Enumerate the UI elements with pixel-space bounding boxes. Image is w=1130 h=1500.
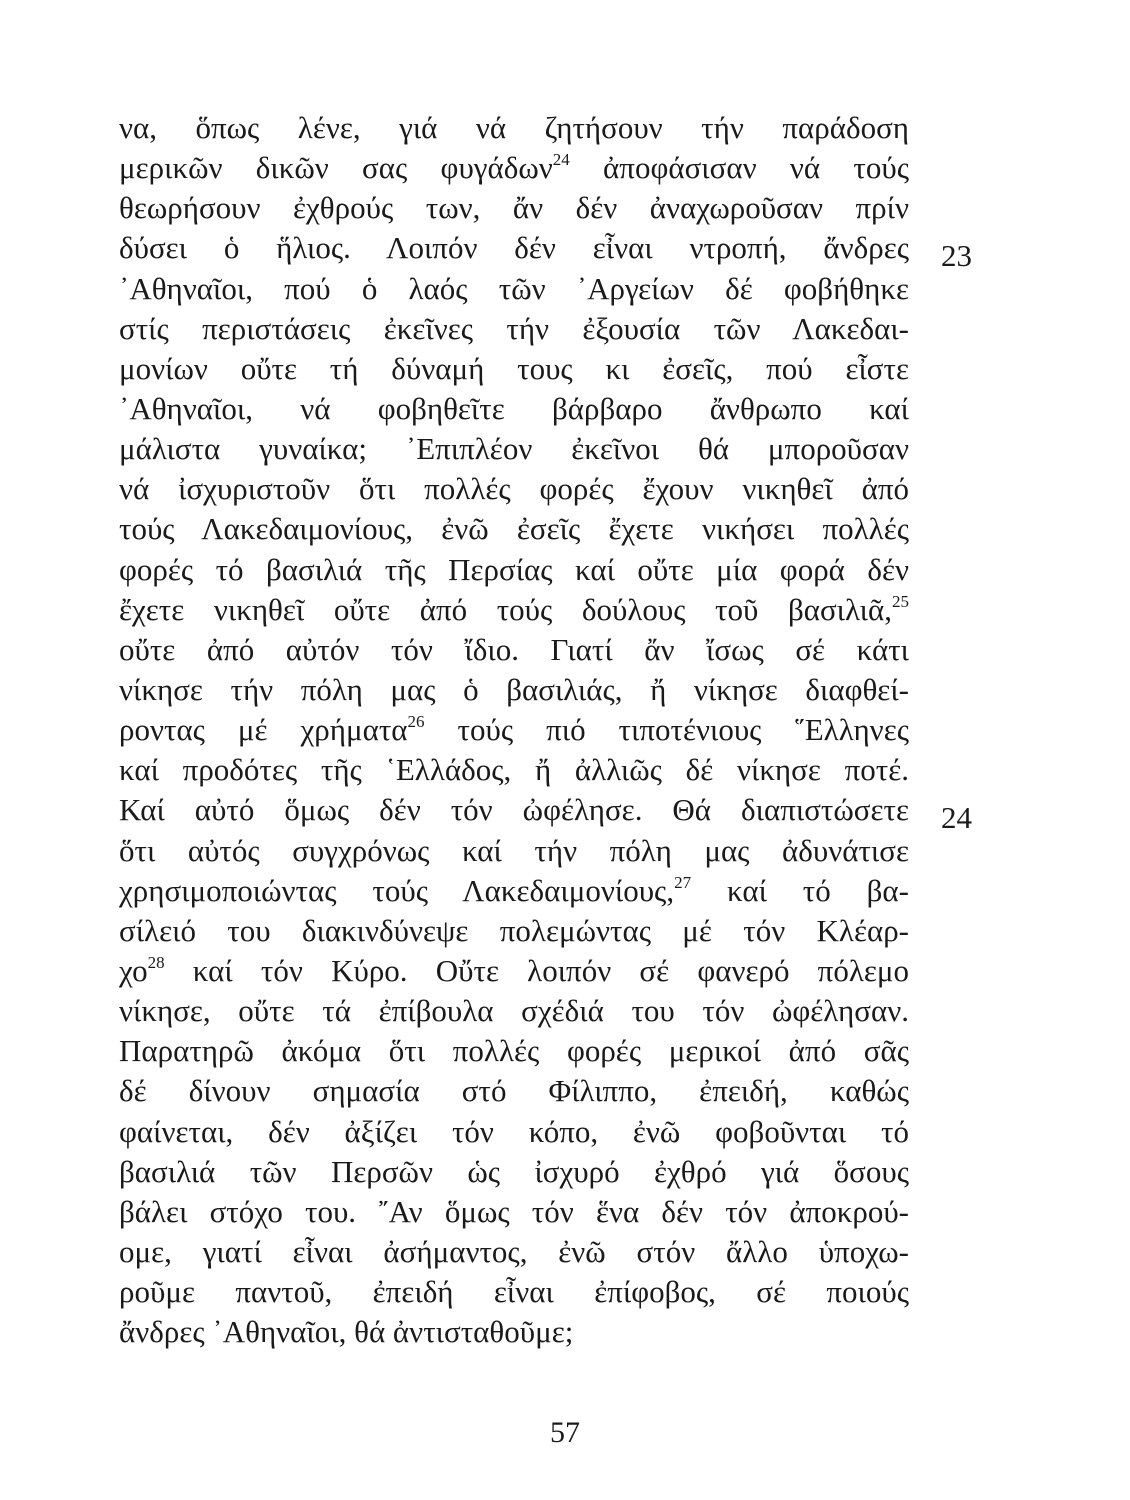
section-number: 23 (941, 238, 972, 273)
text-line: ροῦμε παντοῦ, ἐπειδή εἶναι ἐπίφοβος, σέ ποιούς (119, 1274, 909, 1310)
text-line: νίκησε τήν πόλη μας ὁ βασιλιάς, ἤ νίκησε διαφθεί- (119, 671, 909, 707)
text-line: βασιλιά τῶν Περσῶν ὡς ἰσχυρό ἐχθρό γιά ὅσους (119, 1153, 909, 1189)
text-line: ᾿Αθηναῖοι, πού ὁ λαός τῶν ᾿Αργείων δέ φοβήθηκε (119, 270, 909, 306)
footnote-marker: 25 (892, 591, 909, 611)
footnote-marker: 26 (407, 712, 425, 732)
text-line: φορές τό βασιλιά τῆς Περσίας καί οὔτε μία φορά δέν (119, 551, 909, 587)
text-line: Καί αὐτό ὅμως δέν τόν ὠφέλησε. Θά διαπιστώσετε (119, 792, 909, 828)
text-line: Παρατηρῶ ἀκόμα ὅτι πολλές φορές μερικοί ἀπό σᾶς (119, 1033, 909, 1069)
text-line: μάλιστα γυναίκα; ᾿Επιπλέον ἐκεῖνοι θά μποροῦσαν (119, 431, 909, 467)
page-number: 57 (550, 1416, 580, 1449)
text-line: οὔτε ἀπό αὐτόν τόν ἴδιο. Γιατί ἄν ἴσως σέ κάτι (119, 631, 909, 667)
text-line: θεωρήσουν ἐχθρούς των, ἄν δέν ἀναχωροῦσαν πρίν (119, 190, 909, 226)
text-line: βάλει στόχο του. ῎Αν ὅμως τόν ἕνα δέν τόν ἀποκρού- (119, 1193, 909, 1229)
text-line: μονίων οὔτε τή δύναμή τους κι ἐσεῖς, πού εἶστε (119, 350, 909, 386)
text-line: ἄνδρες ᾿Αθηναῖοι, θά ἀντισταθοῦμε; (119, 1314, 574, 1350)
text-line: ροντας μέ χρήματα$^{26}$ τούς πιό τιποτένιους ῞Ελληνες (119, 712, 909, 748)
text-line: να, ὅπως λένε, γιά νά ζητήσουν τήν παράδοση (119, 110, 909, 145)
text-line: στίς περιστάσεις ἐκεῖνες τήν ἐξουσία τῶν Λακεδαι- (119, 310, 909, 346)
text-line: ἔχετε νικηθεῖ οὔτε ἀπό τούς δούλους τοῦ βασιλιᾶ,$^{25}$ (119, 591, 909, 627)
text-line: δέ δίνουν σημασία στό Φίλιππο, ἐπειδή, καθώς (119, 1073, 909, 1109)
text-line: τούς Λακεδαιμονίους, ἐνῶ ἐσεῖς ἔχετε νικήσει πολλές (119, 511, 909, 547)
section-number: 24 (941, 800, 972, 835)
text-line: χρησιμοποιώντας τούς Λακεδαιμονίους,$^{27}$ καί τό βα- (119, 872, 909, 908)
body-text (119, 108, 909, 1352)
text-line: $\chi o^{28}$ καί τόν Κύρο. Οὔτε λοιπόν σέ φανερό πόλεμο (119, 952, 909, 988)
text-line: νά ἰσχυριστοῦν ὅτι πολλές φορές ἔχουν νικηθεῖ ἀπό (119, 471, 909, 507)
text-line: φαίνεται, δέν ἀξίζει τόν κόπο, ἐνῶ φοβοῦνται τό (119, 1113, 909, 1149)
text-line: μερικῶν δικῶν σας φυγάδων$^{24}$ ἀποφάσισαν νά τούς (119, 150, 909, 186)
text-line: ομε, γιατί εἶναι ἀσήμαντος, ἐνῶ στόν ἄλλο ὑποχω- (119, 1233, 909, 1269)
text-line: σίλειό του διακινδύνεψε πολεμώντας μέ τόν Κλέαρ- (119, 912, 909, 948)
text-line: δύσει ὁ ἥλιος. Λοιπόν δέν εἶναι ντροπή, ἄνδρες (119, 230, 909, 266)
text-line: καί προδότες τῆς ῾Ελλάδος, ἤ ἀλλιῶς δέ νίκησε ποτέ. (119, 752, 909, 788)
text-line: ὅτι αὐτός συγχρόνως καί τήν πόλη μας ἀδυνάτισε (119, 832, 909, 868)
footnote-marker: 24 (552, 150, 570, 170)
footnote-marker: 28 (147, 952, 165, 972)
text-line: ᾿Αθηναῖοι, νά φοβηθεῖτε βάρβαρο ἄνθρωπο καί (119, 390, 909, 426)
footnote-marker: 27 (674, 872, 692, 892)
text-line: νίκησε, οὔτε τά ἐπίβουλα σχέδιά του τόν ὠφέλησαν. (119, 993, 909, 1029)
